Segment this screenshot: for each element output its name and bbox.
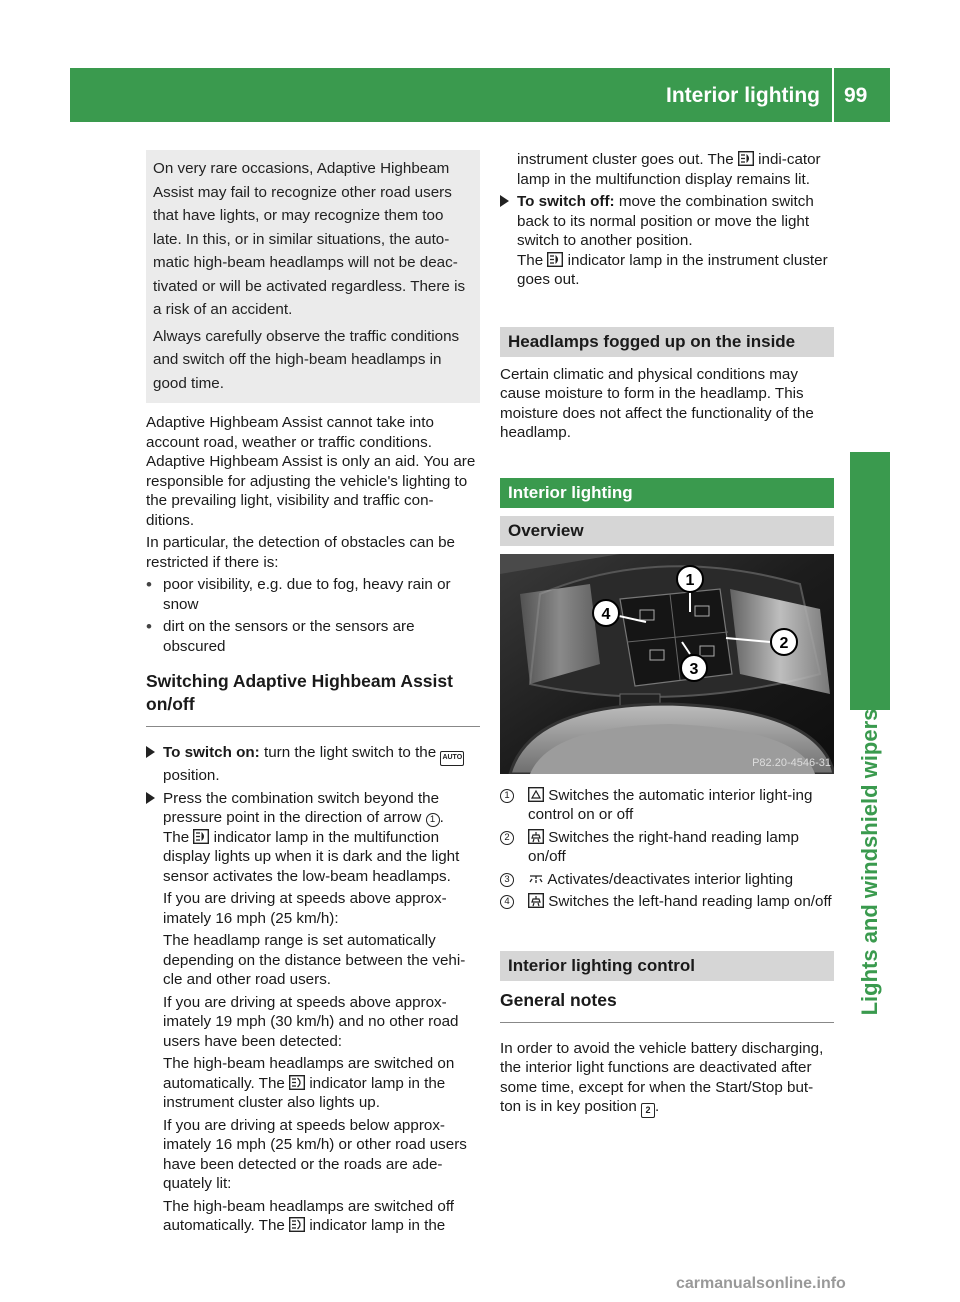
legend-number: 3 <box>500 873 514 887</box>
chapter-section-heading: Interior lighting <box>500 478 834 508</box>
step-text: The headlamp range is set automatically depending on the distance between the vehi-cle and other road users. <box>163 932 466 988</box>
reading-lamp-icon <box>528 829 544 844</box>
legend-text: Switches the automatic interior light-ing control on or off <box>528 786 813 823</box>
auto-light-icon: AUTO <box>440 751 464 766</box>
step-text: If you are driving at speeds above approx-imately 16 mph (25 km/h): <box>163 890 447 927</box>
list-item: • poor visibility, e.g. due to fog, heavy rain or snow <box>146 575 480 614</box>
step-text: position. <box>163 767 220 784</box>
paragraph-text: In order to avoid the vehicle battery discharging, the interior light functions are deactivated after some time, except for when the Start/Stop but-ton is in key position <box>500 1039 824 1115</box>
warning-text: On very rare occasions, Adaptive Highbeam Assist may fail to recognize other road users that have lights, or may recognize them too late. In this, or in similar situations, the auto-matic high-beam headlamps will not be deac-tivated or will be activated regardless. There is a risk of an accident. <box>153 160 466 318</box>
page-number: 99 <box>844 84 868 107</box>
legend-number: 1 <box>500 789 514 803</box>
step-lead: To switch off: <box>517 193 615 210</box>
warning-text: Always carefully observe the traffic conditions and switch off the high-beam headlamps in good time. <box>153 327 460 392</box>
step-lead: To switch on: <box>163 744 260 761</box>
left-column <box>146 150 480 1239</box>
legend-text: Switches the right-hand reading lamp on/off <box>528 828 799 865</box>
header-divider <box>832 68 834 122</box>
warning-box <box>146 150 480 403</box>
list-item: • dirt on the sensors or the sensors are obscured <box>146 617 480 656</box>
callout-2 <box>771 629 797 655</box>
callout-3 <box>681 655 707 681</box>
step-text: The high-beam headlamps are switched off automatically. The <box>163 1197 454 1234</box>
adaptive-highbeam-icon <box>547 252 563 267</box>
step-text: The high-beam headlamps are switched on automatically. The <box>163 1055 455 1092</box>
callout-label: 2 <box>779 634 789 652</box>
legend-text: Switches the left-hand reading lamp on/off <box>548 893 832 910</box>
step-arrow-icon <box>146 792 155 804</box>
step-text: If you are driving at speeds above approx-imately 19 mph (30 km/h) and no other road users have been detected: <box>163 993 459 1050</box>
instruction-step: Press the combination switch beyond the pressure point in the direction of arrow 1 . The indicator lamp in the multifunction display lights up when it is dark and the light sensor activates the low-beam headlamps. If you are driving at speeds above approx-imately 16 mph (25 km/h): The headlamp range is set automatically depending on the distance between the vehi-cle and other road users. If you are driving at speeds above approx-imately 19 mph (30 km/h) and no other road users have been detected: The high-beam headlamps are switched on automatically. The indicator lamp in the instrument cluster also lights up. If you are driving at speeds below approx-imately 16 mph (25 km/h) or other road users have been detected or the roads are ade-quately lit: The high-beam headlamps are switched off automatically. The indicator lamp in the <box>146 789 480 1236</box>
step-text: indicator lamp in the instrument cluster also lights up. <box>163 1074 446 1111</box>
bullet-list <box>146 575 480 656</box>
subsection-heading: General notes <box>500 989 617 1010</box>
chapter-label: Lights and windshield wipers <box>857 708 882 1016</box>
high-beam-icon <box>289 1075 305 1090</box>
arrow-number-icon: 1 <box>426 813 440 827</box>
callout-1 <box>677 566 703 592</box>
callout-4 <box>593 600 619 626</box>
step-text: Press the combination switch beyond the pressure point in the direction of arrow <box>163 789 440 826</box>
high-beam-icon <box>289 1217 305 1232</box>
step-text: indi-cator lamp in the multifunction display remains lit. <box>517 151 821 188</box>
interior-light-icon <box>528 871 544 886</box>
step-arrow-icon <box>146 746 155 758</box>
legend-text: Activates/deactivates interior lighting <box>547 870 794 888</box>
callout-label: 3 <box>689 660 699 678</box>
right-column <box>500 150 834 1121</box>
callout-label: 1 <box>685 571 695 589</box>
instruction-step <box>500 192 834 290</box>
auto-interior-light-icon <box>528 787 544 802</box>
paragraph: Adaptive Highbeam Assist cannot take into account road, weather or traffic conditions. Adaptive Highbeam Assist is only an aid. You are responsible for adjusting the vehicle's lighting to the prevailing light, visibility and traffic con-ditions. <box>146 414 476 529</box>
callout-label: 4 <box>601 605 611 623</box>
step-arrow-icon <box>500 195 509 207</box>
legend-item <box>500 828 834 867</box>
legend-number: 4 <box>500 895 514 909</box>
step-text: If you are driving at speeds below approx-imately 16 mph (25 km/h) or other road users have been detected or the roads are ade-quately lit: <box>163 1116 467 1192</box>
chapter-tab <box>850 452 890 710</box>
section-heading: Interior lighting control <box>500 951 834 981</box>
legend-item <box>500 786 834 825</box>
reading-lamp-icon <box>528 893 544 908</box>
adaptive-highbeam-icon <box>193 829 209 844</box>
step-text: indicator lamp in the instrument cluster goes out. <box>517 251 828 288</box>
step-text: indicator lamp in the multifunction display lights up when it is dark and the light sensor activates the low-beam headlamps. <box>163 828 460 885</box>
step-text: instrument cluster goes out. The <box>517 151 734 168</box>
step-text: The <box>163 828 190 846</box>
step-text: turn the light switch to the <box>263 744 437 761</box>
heading-rule <box>146 726 480 727</box>
paragraph-text: . <box>655 1098 660 1115</box>
image-reference-code: P82.20-4546-31 <box>752 756 831 769</box>
instruction-step-continued <box>500 150 834 189</box>
key-position-icon: 2 <box>641 1103 655 1118</box>
legend-item <box>500 892 834 912</box>
instruction-step <box>146 743 480 786</box>
step-text: move the combination switch back to its normal position or move the light switch to another position. <box>517 193 814 249</box>
legend-number: 2 <box>500 831 514 845</box>
section-heading: Overview <box>500 516 834 546</box>
legend-item <box>500 870 834 890</box>
page-title: Interior lighting <box>666 84 820 107</box>
step-text: indicator lamp in the <box>309 1217 446 1234</box>
section-heading: Switching Adaptive Highbeam Assist on/off <box>146 671 453 714</box>
adaptive-highbeam-icon <box>738 151 754 166</box>
paragraph: Certain climatic and physical conditions may cause moisture to form in the headlamp. This moisture does not affect the functionality of the headlamp. <box>500 365 814 441</box>
overhead-control-panel-photo <box>500 554 834 774</box>
section-heading: Headlamps fogged up on the inside <box>500 327 834 357</box>
paragraph: In particular, the detection of obstacles can be restricted if there is: <box>146 534 456 571</box>
overhead-panel-illustration <box>500 554 834 774</box>
step-text: The <box>517 251 544 269</box>
heading-rule <box>500 1022 834 1023</box>
paragraph <box>500 1039 834 1119</box>
watermark: carmanualsonline.info <box>676 1275 846 1292</box>
